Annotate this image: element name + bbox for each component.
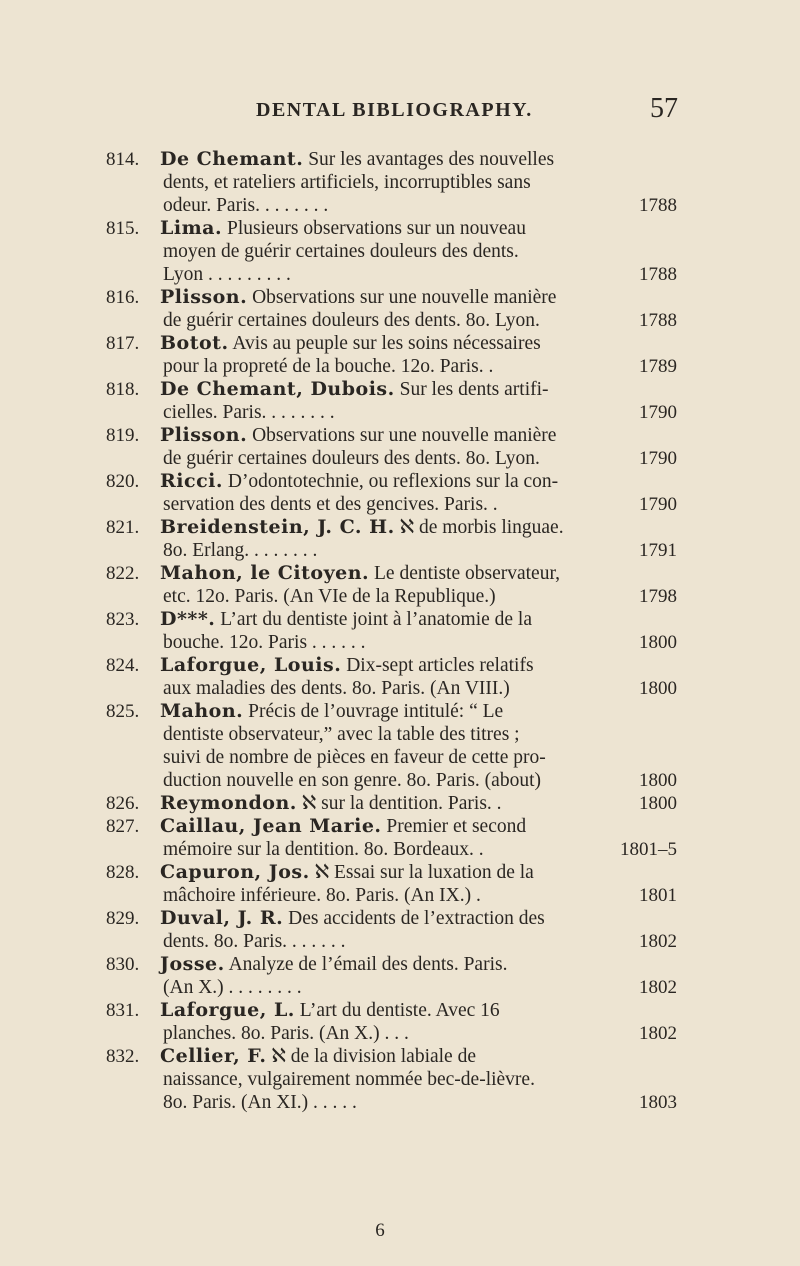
author-name: De Chemant, Dubois. <box>160 378 395 400</box>
entry-line <box>0 1091 800 1114</box>
author-name: Plisson. <box>160 286 248 308</box>
bibliography-entry <box>0 562 800 608</box>
entry-line <box>0 677 800 700</box>
entry-year: 1802 <box>639 1023 677 1044</box>
entry-line <box>0 792 800 815</box>
entry-text: de guérir certaines douleurs des dents. 8o. Lyon. <box>163 448 540 469</box>
author-name: Mahon, le Citoyen. <box>160 562 370 584</box>
entry-text: odeur. Paris. . . . . . . . <box>163 195 329 216</box>
entry-line <box>0 263 800 286</box>
entry-text: (An X.) . . . . . . . . <box>163 977 302 998</box>
entry-text: ℵ Essai sur la luxation de la <box>314 862 534 883</box>
entry-number: 820. <box>106 471 140 492</box>
entry-year: 1790 <box>639 494 677 515</box>
entry-text: de guérir certaines douleurs des dents. 8o. Lyon. <box>163 310 540 331</box>
bibliography-list <box>0 148 800 1114</box>
entry-line <box>0 332 800 355</box>
entry-year: 1791 <box>639 540 677 561</box>
entry-number: 824. <box>106 655 140 676</box>
entry-text: servation des dents et des gencives. Paris. . <box>163 494 498 515</box>
bibliography-entry <box>0 470 800 516</box>
entry-line <box>0 240 800 263</box>
entry-line <box>0 148 800 171</box>
entry-line <box>0 631 800 654</box>
entry-number: 819. <box>106 425 140 446</box>
entry-text: Plusieurs observations sur un nouveau <box>226 218 526 239</box>
entry-number: 831. <box>106 1000 140 1021</box>
entry-line <box>0 746 800 769</box>
bibliography-entry <box>0 792 800 815</box>
entry-text: Premier et second <box>386 816 527 837</box>
entry-year: 1801 <box>639 885 677 906</box>
entry-text: ℵ de la division labiale de <box>271 1046 476 1067</box>
entry-line <box>0 171 800 194</box>
entry-year: 1788 <box>639 310 677 331</box>
entry-text: dents, et rateliers artificiels, incorruptibles sans <box>163 172 531 193</box>
bibliography-entry <box>0 815 800 861</box>
entry-number: 827. <box>106 816 140 837</box>
author-name: Laforgue, L. <box>160 999 295 1021</box>
entry-line <box>0 769 800 792</box>
entry-line <box>0 1045 800 1068</box>
entry-line <box>0 309 800 332</box>
author-name: Duval, J. R. <box>160 907 284 929</box>
bibliography-entry <box>0 332 800 378</box>
entry-year: 1789 <box>639 356 677 377</box>
bibliography-entry <box>0 148 800 217</box>
entry-line <box>0 884 800 907</box>
entry-text: bouche. 12o. Paris . . . . . . <box>163 632 366 653</box>
entry-year: 1800 <box>639 678 677 699</box>
entry-text: Des accidents de l’extraction des <box>288 908 545 929</box>
entry-year: 1801–5 <box>620 839 677 860</box>
bibliography-entry <box>0 516 800 562</box>
entry-line <box>0 378 800 401</box>
entry-text: ℵ sur la dentition. Paris. . <box>301 793 502 814</box>
entry-text: Précis de l’ouvrage intitulé: “ Le <box>248 701 504 722</box>
entry-year: 1788 <box>639 195 677 216</box>
author-name: Breidenstein, J. C. H. <box>160 516 395 538</box>
entry-line <box>0 401 800 424</box>
bibliography-entry <box>0 1045 800 1114</box>
entry-text: duction nouvelle en son genre. 8o. Paris. (about) <box>163 770 541 791</box>
entry-line <box>0 700 800 723</box>
entry-text: naissance, vulgairement nommée bec-de-lièvre. <box>163 1069 535 1090</box>
author-name: Capuron, Jos. <box>160 861 310 883</box>
entry-text: Dix-sept articles relatifs <box>346 655 534 676</box>
entry-text: Le dentiste observateur, <box>374 563 561 584</box>
entry-number: 817. <box>106 333 140 354</box>
entry-line <box>0 999 800 1022</box>
bibliography-entry <box>0 907 800 953</box>
entry-year: 1788 <box>639 264 677 285</box>
entry-line <box>0 286 800 309</box>
entry-line <box>0 355 800 378</box>
bibliography-entry <box>0 654 800 700</box>
bibliography-entry <box>0 953 800 999</box>
entry-line <box>0 562 800 585</box>
entry-year: 1798 <box>639 586 677 607</box>
entry-text: 8o. Erlang. . . . . . . . <box>163 540 318 561</box>
entry-line <box>0 539 800 562</box>
author-name: Plisson. <box>160 424 248 446</box>
bibliography-entry <box>0 700 800 792</box>
entry-line <box>0 815 800 838</box>
entry-line <box>0 838 800 861</box>
entry-number: 832. <box>106 1046 140 1067</box>
entry-text: Analyze de l’émail des dents. Paris. <box>228 954 508 975</box>
bibliography-entry <box>0 217 800 286</box>
entry-line <box>0 608 800 631</box>
entry-year: 1800 <box>639 632 677 653</box>
entry-text: Sur les avantages des nouvelles <box>308 149 555 170</box>
entry-text: cielles. Paris. . . . . . . . <box>163 402 335 423</box>
entry-text: suivi de nombre de pièces en faveur de cette pro- <box>163 747 546 768</box>
entry-line <box>0 861 800 884</box>
entry-year: 1790 <box>639 402 677 423</box>
signature-mark: 6 <box>375 1220 385 1241</box>
entry-text: Lyon . . . . . . . . . <box>163 264 291 285</box>
entry-line <box>0 516 800 539</box>
header-title: DENTAL BIBLIOGRAPHY. <box>256 99 533 121</box>
entry-line <box>0 953 800 976</box>
entry-number: 828. <box>106 862 140 883</box>
entry-number: 818. <box>106 379 140 400</box>
entry-line <box>0 1068 800 1091</box>
author-name: Botot. <box>160 332 229 354</box>
entry-number: 814. <box>106 149 140 170</box>
entry-number: 823. <box>106 609 140 630</box>
entry-text: dents. 8o. Paris. . . . . . . <box>163 931 346 952</box>
author-name: Mahon. <box>160 700 244 722</box>
page-number: 57 <box>650 93 678 124</box>
running-header <box>256 93 678 127</box>
entry-text: L’art du dentiste joint à l’anatomie de la <box>220 609 533 630</box>
bibliography-entry <box>0 424 800 470</box>
entry-year: 1802 <box>639 977 677 998</box>
author-name: De Chemant. <box>160 148 304 170</box>
entry-text: etc. 12o. Paris. (An VIe de la Republique.) <box>163 586 496 607</box>
bibliography-entry <box>0 378 800 424</box>
entry-text: ℵ de morbis linguae. <box>399 517 564 538</box>
entry-number: 821. <box>106 517 140 538</box>
entry-text: mâchoire inférieure. 8o. Paris. (An IX.) . <box>163 885 481 906</box>
entry-year: 1803 <box>639 1092 677 1113</box>
entry-text: aux maladies des dents. 8o. Paris. (An VIII.) <box>163 678 510 699</box>
entry-line <box>0 447 800 470</box>
author-name: Ricci. <box>160 470 223 492</box>
entry-text: Avis au peuple sur les soins nécessaires <box>232 333 541 354</box>
entry-year: 1800 <box>639 770 677 791</box>
entry-line <box>0 930 800 953</box>
entry-text: planches. 8o. Paris. (An X.) . . . <box>163 1023 409 1044</box>
entry-number: 826. <box>106 793 140 814</box>
entry-line <box>0 470 800 493</box>
author-name: Laforgue, Louis. <box>160 654 342 676</box>
entry-line <box>0 976 800 999</box>
entry-year: 1800 <box>639 793 677 814</box>
entry-number: 830. <box>106 954 140 975</box>
bibliography-entry <box>0 999 800 1045</box>
entry-line <box>0 493 800 516</box>
bibliography-entry <box>0 608 800 654</box>
entry-line <box>0 194 800 217</box>
entry-year: 1802 <box>639 931 677 952</box>
entry-number: 815. <box>106 218 140 239</box>
entry-number: 825. <box>106 701 140 722</box>
entry-line <box>0 1022 800 1045</box>
bibliography-entry <box>0 861 800 907</box>
entry-number: 822. <box>106 563 140 584</box>
entry-text: Observations sur une nouvelle manière <box>252 425 557 446</box>
entry-line <box>0 217 800 240</box>
entry-line <box>0 907 800 930</box>
entry-year: 1790 <box>639 448 677 469</box>
entry-text: dentiste observateur,” avec la table des titres ; <box>163 724 520 745</box>
entry-text: Observations sur une nouvelle manière <box>252 287 557 308</box>
entry-line <box>0 424 800 447</box>
entry-line <box>0 723 800 746</box>
author-name: Lima. <box>160 217 223 239</box>
entry-text: L’art du dentiste. Avec 16 <box>299 1000 500 1021</box>
entry-text: Sur les dents artifi- <box>399 379 549 400</box>
entry-number: 816. <box>106 287 140 308</box>
author-name: Caillau, Jean Marie. <box>160 815 382 837</box>
entry-text: 8o. Paris. (An XI.) . . . . . <box>163 1092 357 1113</box>
author-name: Reymondon. <box>160 792 297 814</box>
entry-text: D’odontotechnie, ou reflexions sur la con- <box>227 471 559 492</box>
entry-text: pour la propreté de la bouche. 12o. Paris. . <box>163 356 494 377</box>
entry-text: moyen de guérir certaines douleurs des dents. <box>163 241 519 262</box>
entry-line <box>0 654 800 677</box>
entry-text: mémoire sur la dentition. 8o. Bordeaux. . <box>163 839 484 860</box>
author-name: Cellier, F. <box>160 1045 267 1067</box>
author-name: D***. <box>160 608 216 630</box>
author-name: Josse. <box>160 953 225 975</box>
entry-line <box>0 585 800 608</box>
entry-number: 829. <box>106 908 140 929</box>
bibliography-entry <box>0 286 800 332</box>
